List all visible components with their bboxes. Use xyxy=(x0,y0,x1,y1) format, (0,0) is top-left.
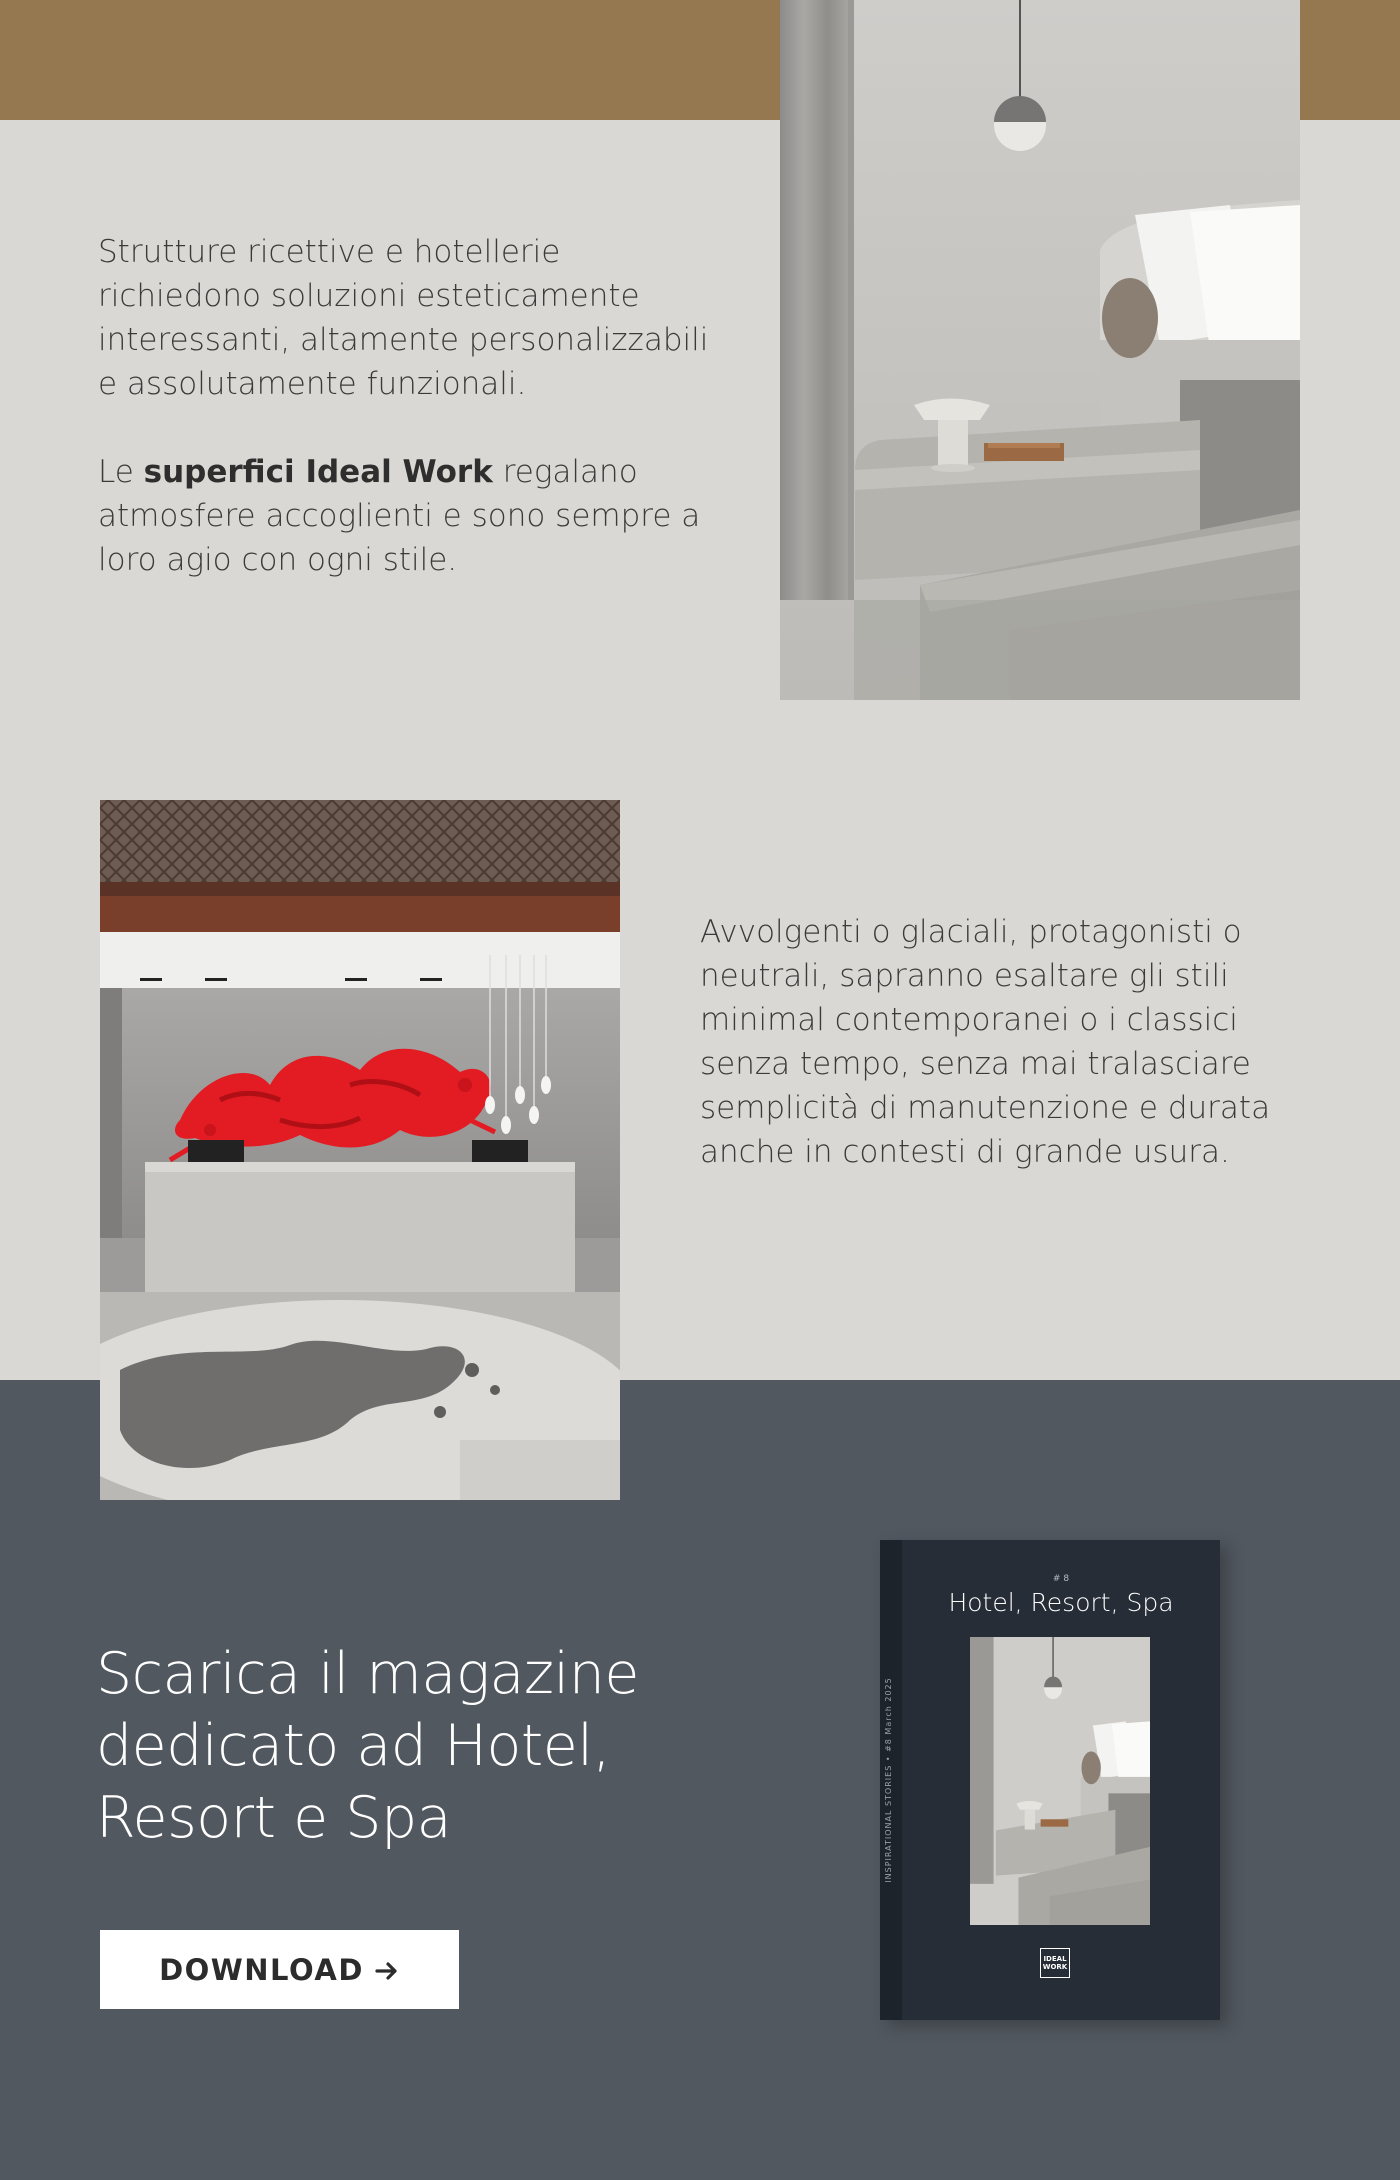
intro-paragraph-1: Strutture ricettive e hotellerie richiedono soluzioni esteticamente interessanti, altamente personalizzabili e assolutamente funzionali. xyxy=(98,234,709,402)
bedroom-photo xyxy=(780,0,1300,700)
cta-heading-block xyxy=(96,1638,656,1854)
magazine-cover-photo xyxy=(970,1637,1150,1925)
download-button-label: DOWNLOAD xyxy=(159,1952,364,1987)
arrow-right-icon xyxy=(374,1957,400,1983)
middle-text-block xyxy=(700,910,1320,1174)
intro-paragraph-2: Le superfici Ideal Work regalano atmosfere accoglienti e sono sempre a loro agio con ogni stile. xyxy=(98,454,701,578)
magazine-cover[interactable] xyxy=(880,1540,1220,2020)
brand-highlight: superfici Ideal Work xyxy=(143,454,493,490)
magazine-title: Hotel, Resort, Spa xyxy=(948,1588,1174,1617)
intro-text-block xyxy=(98,230,718,582)
middle-paragraph: Avvolgenti o glaciali, protagonisti o neutrali, sapranno esaltare gli stili minimal contemporanei o i classici senza tempo, senza mai tralasciare semplicità di manutenzione e durata anche in contesti di grande usura. xyxy=(700,914,1271,1170)
magazine-spine-text: INSPIRATIONAL STORIES • #8 March 2025 xyxy=(884,1677,893,1883)
download-button[interactable] xyxy=(100,1930,459,2009)
hotel-lobby-photo xyxy=(100,800,620,1500)
ideal-work-logo: IDEAL WORK xyxy=(1040,1948,1070,1978)
cta-title: Scarica il magazine dedicato ad Hotel, Resort e Spa xyxy=(96,1641,639,1851)
magazine-issue: # 8 xyxy=(1052,1574,1070,1584)
